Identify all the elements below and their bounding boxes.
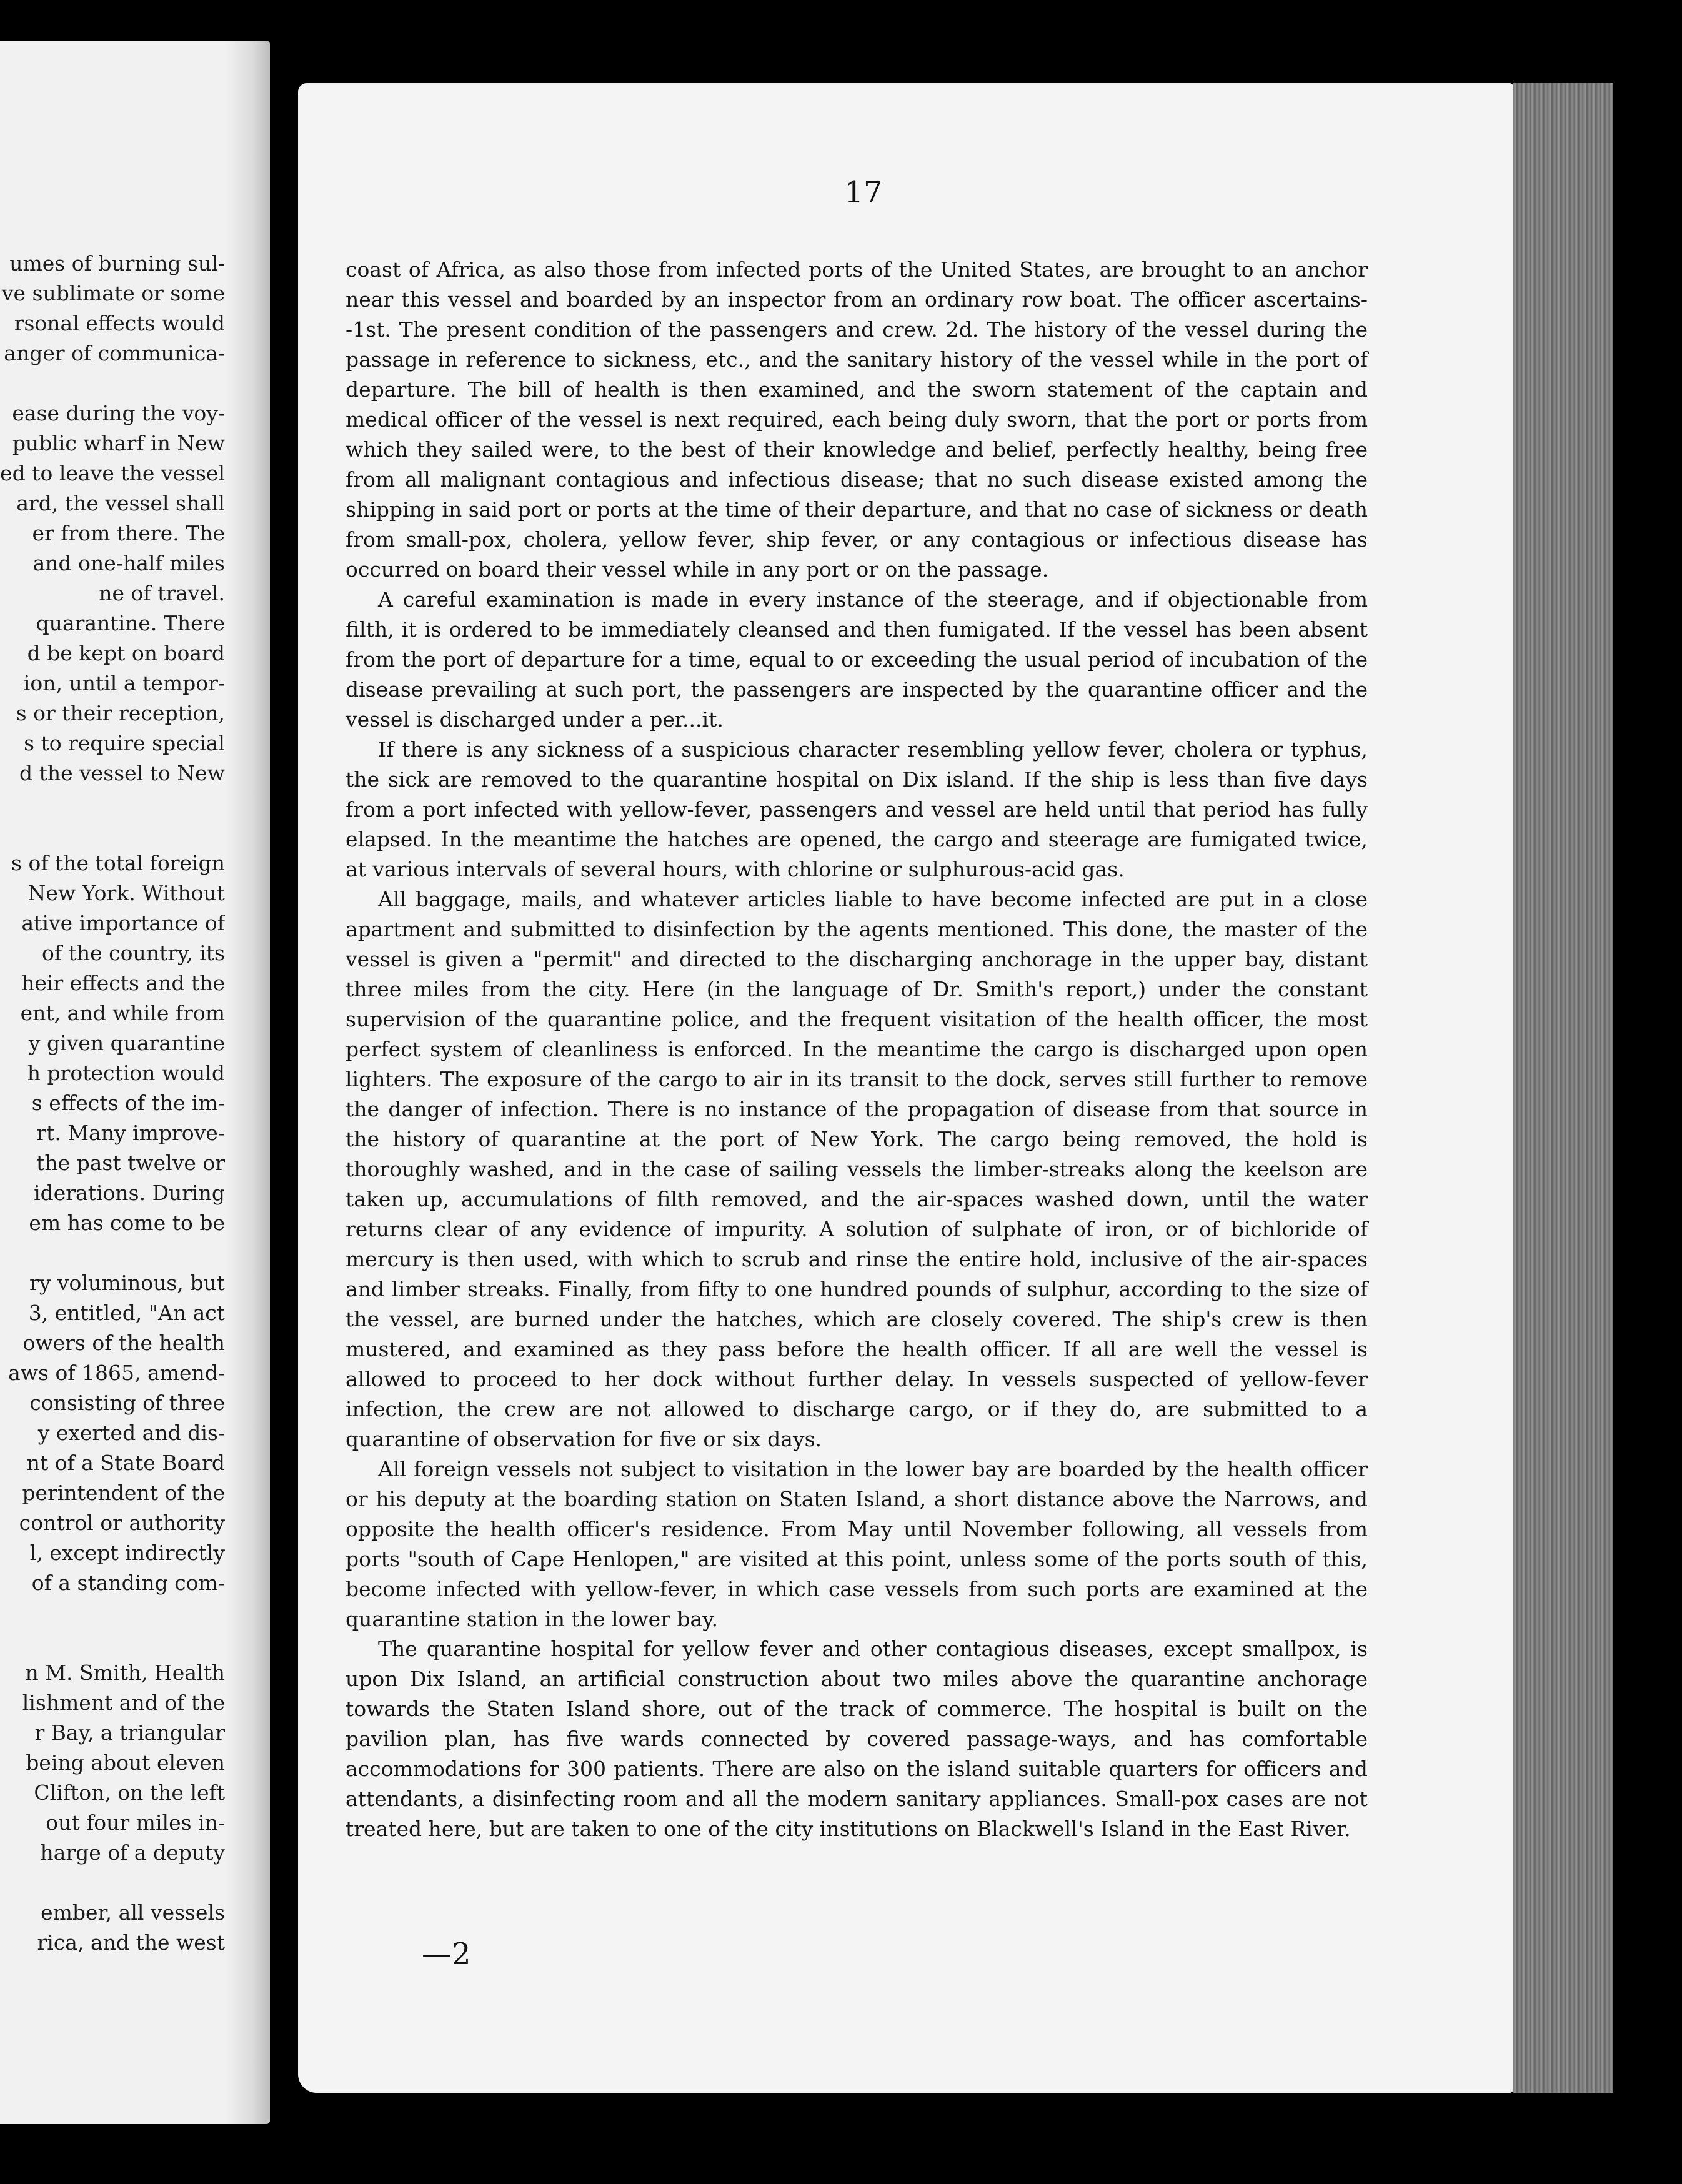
left-page-line: r Bay, a triangular <box>34 1720 225 1745</box>
left-page-line: perintendent of the <box>22 1481 225 1505</box>
left-page-line: the past twelve or <box>36 1151 225 1175</box>
left-page-line: out four miles in- <box>46 1810 225 1835</box>
left-page-line: ease during the voy- <box>12 401 225 425</box>
left-page-line: d the vessel to New <box>19 761 225 785</box>
left-page-text <box>0 249 225 1958</box>
left-page-line: consisting of three <box>29 1391 225 1415</box>
left-page-line <box>0 1628 225 1658</box>
paragraph: If there is any sickness of a suspicious character resembling yellow fever, cholera or typhus, the sick are removed to the quarantine hospital on Dix island. If the ship is less than five days from a port infected with yellow-fever, passengers and vessel are held until that period has fully elapsed. In the meantime the hatches are opened, the cargo and steerage are fumigated twice, at various intervals of several hours, with chlorine or sulphurous-acid gas. <box>346 737 1368 881</box>
page-stack-edge <box>1513 83 1613 2093</box>
left-page-line: iderations. During <box>34 1181 225 1205</box>
left-page-line: ve sublimate or some <box>1 281 225 305</box>
left-page-line: l, except indirectly <box>29 1541 225 1565</box>
left-page-line: rsonal effects would <box>14 311 225 335</box>
left-page-line: lishment and of the <box>22 1690 225 1715</box>
left-page-line: owers of the health <box>22 1331 225 1355</box>
signature-mark: —2 <box>422 1937 471 1972</box>
left-page-line: ember, all vessels <box>41 1900 225 1925</box>
left-page-line: er from there. The <box>32 521 225 545</box>
paragraph: A careful examination is made in every instance of the steerage, and if objectionable from filth, it is ordered to be immediately cleansed and then fumigated. If the vessel has been absent from the port of departure for a time, equal to or exceeding the usual period of incubation of the disease prevailing at such port, the passengers are inspected by the quarantine officer and the vessel is discharged under a per...it. <box>346 587 1368 732</box>
body-text <box>346 255 1368 1844</box>
left-page-line: h protection would <box>27 1061 225 1085</box>
left-page-line: s effects of the im- <box>31 1091 225 1115</box>
left-facing-page <box>0 41 270 2124</box>
left-page-line: public wharf in New <box>12 431 225 455</box>
left-page-line: ed to leave the vessel <box>0 461 225 485</box>
left-page-line: ard, the vessel shall <box>16 491 225 515</box>
left-page-line: of a standing com- <box>31 1571 225 1595</box>
left-page-line: ent, and while from <box>20 1001 225 1025</box>
left-page-line: being about eleven <box>26 1750 225 1775</box>
left-page-line: s of the total foreign <box>11 851 225 875</box>
left-page-line: y given quarantine <box>28 1031 225 1055</box>
left-page-line: quarantine. There <box>36 611 225 635</box>
paragraph: coast of Africa, as also those from infected ports of the United States, are brought to an anchor near this vessel and boarded by an inspector from an ordinary row boat. The officer ascertains--1st. The present condition of the passengers and crew. 2d. The history of the vessel during the passage in reference to sickness, etc., and the sanitary history of the vessel while in the port of departure. The bill of health is then examined, and the sworn statement of the captain and medical officer of the vessel is next required, each being duly sworn, that the port or ports from which they sailed were, to the best of their knowledge and belief, perfectly healthy, being free from all malignant contagious and infectious disease; that no such disease existed among the shipping in said port or ports at the time of their departure, and that no case of sickness or death from small-pox, cholera, yellow fever, ship fever, or any contagious or infectious disease has occurred on board their vessel while in any port or on the passage. <box>346 257 1368 582</box>
left-page-line <box>0 788 225 818</box>
left-page-line: nt of a State Board <box>26 1451 225 1475</box>
left-page-line: umes of burning sul- <box>9 251 225 275</box>
left-page-line: New York. Without <box>27 881 225 905</box>
left-page-line: rt. Many improve- <box>36 1121 225 1145</box>
page-number: 17 <box>844 175 883 210</box>
paragraph: The quarantine hospital for yellow fever and other contagious diseases, except smallpox, is upon Dix Island, an artificial construction about two miles above the quarantine anchorage towards the Staten Island shore, out of the track of commerce. The hospital is built on the pavilion plan, has five wards connected by covered passage-ways, and has comfortable accommodations for 300 patients. There are also on the island suitable quarters for officers and attendants, a disinfecting room and all the modern sanitary appliances. Small-pox cases are not treated here, but are taken to one of the city institutions on Blackwell's Island in the East River. <box>346 1637 1368 1841</box>
left-page-line <box>0 1868 225 1898</box>
left-page-line: ative importance of <box>21 911 225 935</box>
left-page-line: and one-half miles <box>32 551 225 575</box>
book-gutter <box>270 0 298 2184</box>
left-page-line: ne of travel. <box>99 581 225 605</box>
left-page-line: control or authority <box>19 1511 225 1535</box>
left-page-line: 3, entitled, "An act <box>28 1301 225 1325</box>
left-page-line: heir effects and the <box>21 971 225 995</box>
left-page-line <box>0 1598 225 1628</box>
left-page-line: rica, and the west <box>37 1930 225 1955</box>
left-page-line: anger of communica- <box>4 341 225 365</box>
paragraph: All baggage, mails, and whatever articles liable to have become infected are put in a close apartment and submitted to disinfection by the agents mentioned. This done, the master of the vessel is given a "permit" and directed to the discharging anchorage in the upper bay, distant three miles from the city. Here (in the language of Dr. Smith's report,) under the constant supervision of the quarantine police, and the frequent visitation of the health officer, the most perfect system of cleanliness is enforced. In the meantime the cargo is discharged upon open lighters. The exposure of the cargo to air in its transit to the dock, serves still further to remove the danger of infection. There is no instance of the propagation of disease from that source in the history of quarantine at the port of New York. The cargo being removed, the hold is thoroughly washed, and in the case of sailing vessels the limber-streaks along the keelson are taken up, accumulations of filth removed, and the air-spaces washed down, until the water returns clear of any evidence of impurity. A solution of sulphate of iron, or of bichloride of mercury is then used, with which to scrub and rinse the entire hold, inclusive of the air-spaces and limber streaks. Finally, from fifty to one hundred pounds of sulphur, according to the size of the vessel, are burned under the hatches, which are closely covered. The ship's crew is then mustered, and examined as they pass before the health officer. If all are well the vessel is allowed to proceed to her dock without further delay. In vessels suspected of yellow-fever infection, the crew are not allowed to discharge cargo, or if they do, are submitted to a quarantine of observation for five or six days. <box>346 887 1368 1451</box>
paragraph: All foreign vessels not subject to visitation in the lower bay are boarded by the health officer or his deputy at the boarding station on Staten Island, a short distance above the Narrows, and opposite the health officer's residence. From May until November following, all vessels from ports "south of Cape Henlopen," are visited at this point, unless some of the ports south of this, become infected with yellow-fever, in which case vessels from such ports are examined at the quarantine station in the lower bay. <box>346 1457 1368 1631</box>
left-page-line: aws of 1865, amend- <box>8 1361 225 1385</box>
left-page-line: Clifton, on the left <box>34 1780 225 1805</box>
left-page-line <box>0 818 225 848</box>
left-page-line: em has come to be <box>29 1211 225 1235</box>
left-page-line: of the country, its <box>42 941 225 965</box>
left-page-line: s to require special <box>24 731 225 755</box>
left-page-line <box>0 369 225 399</box>
left-page-line: s or their reception, <box>16 701 225 725</box>
left-page-line: ion, until a tempor- <box>23 671 225 695</box>
left-page-curve <box>225 41 270 2124</box>
left-page-line: y exerted and dis- <box>37 1421 225 1445</box>
left-page-line: harge of a deputy <box>40 1840 225 1865</box>
left-page-line: n M. Smith, Health <box>25 1660 225 1685</box>
left-page-line: d be kept on board <box>27 641 225 665</box>
left-page-line: ry voluminous, but <box>29 1271 225 1295</box>
left-page-line <box>0 1238 225 1268</box>
